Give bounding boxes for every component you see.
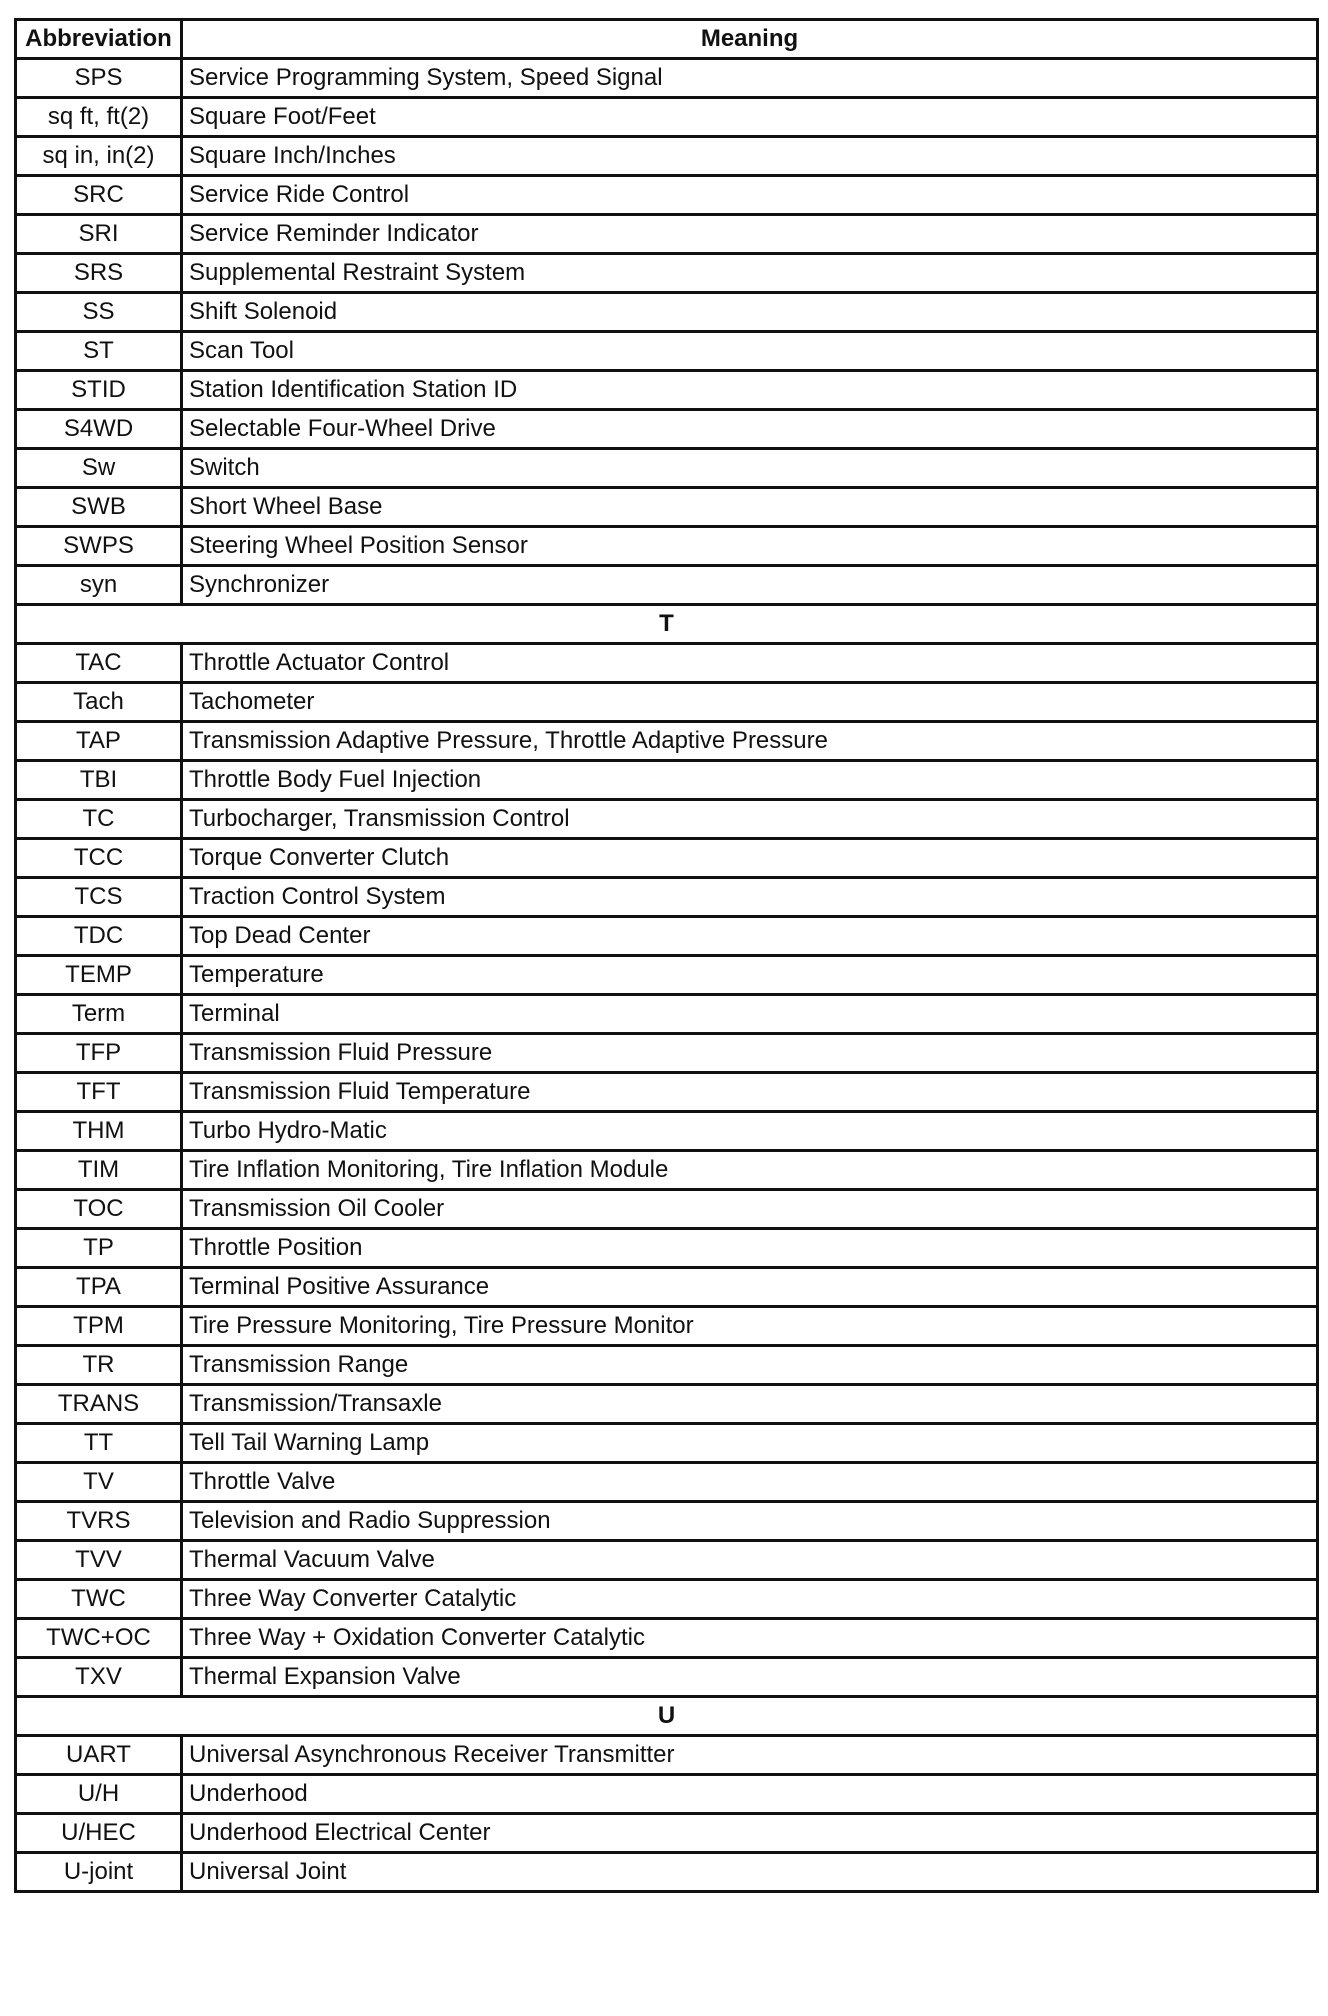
abbreviation-cell: SPS [16,59,182,98]
table-row [16,488,1318,527]
abbreviation-cell: TXV [16,1658,182,1697]
abbreviation-cell: TV [16,1463,182,1502]
meaning-cell: Terminal [182,995,1318,1034]
table-row [16,176,1318,215]
meaning-cell: Station Identification Station ID [182,371,1318,410]
abbreviation-cell: TAC [16,644,182,683]
table-row [16,1424,1318,1463]
abbreviation-cell: TCS [16,878,182,917]
abbreviation-cell: S4WD [16,410,182,449]
meaning-cell: Underhood Electrical Center [182,1814,1318,1853]
table-row [16,1073,1318,1112]
abbreviation-cell: sq ft, ft(2) [16,98,182,137]
table-row [16,800,1318,839]
table-row [16,1190,1318,1229]
abbreviation-cell: SWPS [16,527,182,566]
meaning-cell: Square Inch/Inches [182,137,1318,176]
meaning-cell: Shift Solenoid [182,293,1318,332]
meaning-cell: Temperature [182,956,1318,995]
abbreviation-cell: TR [16,1346,182,1385]
abbreviation-table-container [14,18,1316,1893]
table-row [16,722,1318,761]
meaning-cell: Torque Converter Clutch [182,839,1318,878]
meaning-cell: Turbocharger, Transmission Control [182,800,1318,839]
table-row [16,527,1318,566]
table-row [16,332,1318,371]
meaning-cell: Underhood [182,1775,1318,1814]
abbreviation-cell: TT [16,1424,182,1463]
meaning-cell: Service Reminder Indicator [182,215,1318,254]
meaning-cell: Transmission/Transaxle [182,1385,1318,1424]
meaning-cell: Three Way + Oxidation Converter Catalytic [182,1619,1318,1658]
abbreviation-cell: SS [16,293,182,332]
table-row [16,1580,1318,1619]
table-row [16,761,1318,800]
table-row [16,1463,1318,1502]
meaning-cell: Tire Pressure Monitoring, Tire Pressure Monitor [182,1307,1318,1346]
table-row [16,839,1318,878]
abbreviation-cell: sq in, in(2) [16,137,182,176]
meaning-cell: Tachometer [182,683,1318,722]
abbreviation-cell: TVRS [16,1502,182,1541]
abbreviation-cell: TFP [16,1034,182,1073]
abbreviation-cell: TAP [16,722,182,761]
table-row [16,1502,1318,1541]
abbreviation-cell: TWC+OC [16,1619,182,1658]
meaning-cell: Tell Tail Warning Lamp [182,1424,1318,1463]
meaning-cell: Throttle Actuator Control [182,644,1318,683]
meaning-cell: Short Wheel Base [182,488,1318,527]
meaning-cell: Selectable Four-Wheel Drive [182,410,1318,449]
abbreviation-cell: Tach [16,683,182,722]
abbreviation-cell: SRC [16,176,182,215]
table-row [16,1541,1318,1580]
abbreviation-column-header: Abbreviation [16,20,182,59]
abbreviation-cell: STID [16,371,182,410]
table-row [16,98,1318,137]
abbreviation-cell: ST [16,332,182,371]
table-row [16,254,1318,293]
section-row [16,1697,1318,1736]
table-row [16,1307,1318,1346]
meaning-cell: Switch [182,449,1318,488]
abbreviation-table [14,18,1319,1893]
abbreviation-cell: TC [16,800,182,839]
meaning-cell: Steering Wheel Position Sensor [182,527,1318,566]
abbreviation-cell: TWC [16,1580,182,1619]
abbreviation-cell: TDC [16,917,182,956]
meaning-cell: Transmission Fluid Pressure [182,1034,1318,1073]
table-row [16,1346,1318,1385]
table-row [16,644,1318,683]
table-row [16,1112,1318,1151]
table-row [16,956,1318,995]
table-row [16,1658,1318,1697]
table-row [16,566,1318,605]
abbreviation-cell: TEMP [16,956,182,995]
meaning-cell: Transmission Range [182,1346,1318,1385]
table-row [16,1385,1318,1424]
table-row [16,449,1318,488]
table-row [16,410,1318,449]
meaning-cell: Universal Joint [182,1853,1318,1892]
table-row [16,59,1318,98]
abbreviation-cell: TOC [16,1190,182,1229]
meaning-cell: Square Foot/Feet [182,98,1318,137]
meaning-column-header: Meaning [182,20,1318,59]
abbreviation-cell: THM [16,1112,182,1151]
meaning-cell: Television and Radio Suppression [182,1502,1318,1541]
meaning-cell: Turbo Hydro-Matic [182,1112,1318,1151]
meaning-cell: Transmission Oil Cooler [182,1190,1318,1229]
abbreviation-cell: TFT [16,1073,182,1112]
abbreviation-cell: TVV [16,1541,182,1580]
meaning-cell: Service Ride Control [182,176,1318,215]
table-row [16,371,1318,410]
table-row [16,683,1318,722]
abbreviation-cell: TCC [16,839,182,878]
table-row [16,1736,1318,1775]
table-header-row [16,20,1318,59]
abbreviation-cell: U/H [16,1775,182,1814]
abbreviation-cell: U/HEC [16,1814,182,1853]
abbreviation-cell: TPA [16,1268,182,1307]
abbreviation-cell: TIM [16,1151,182,1190]
meaning-cell: Terminal Positive Assurance [182,1268,1318,1307]
meaning-cell: Service Programming System, Speed Signal [182,59,1318,98]
meaning-cell: Traction Control System [182,878,1318,917]
table-row [16,995,1318,1034]
section-row [16,605,1318,644]
abbreviation-cell: TRANS [16,1385,182,1424]
abbreviation-cell: UART [16,1736,182,1775]
table-row [16,215,1318,254]
meaning-cell: Transmission Adaptive Pressure, Throttle Adaptive Pressure [182,722,1318,761]
table-row [16,1853,1318,1892]
table-row [16,1268,1318,1307]
meaning-cell: Transmission Fluid Temperature [182,1073,1318,1112]
table-row [16,1229,1318,1268]
abbreviation-cell: Sw [16,449,182,488]
meaning-cell: Thermal Expansion Valve [182,1658,1318,1697]
abbreviation-cell: TBI [16,761,182,800]
abbreviation-cell: SWB [16,488,182,527]
table-row [16,1151,1318,1190]
abbreviation-cell: TP [16,1229,182,1268]
meaning-cell: Throttle Position [182,1229,1318,1268]
meaning-cell: Throttle Valve [182,1463,1318,1502]
meaning-cell: Top Dead Center [182,917,1318,956]
abbreviation-cell: U-joint [16,1853,182,1892]
abbreviation-cell: TPM [16,1307,182,1346]
section-letter: T [16,605,1318,644]
meaning-cell: Supplemental Restraint System [182,254,1318,293]
table-row [16,293,1318,332]
table-row [16,1034,1318,1073]
table-row [16,1814,1318,1853]
abbreviation-cell: SRI [16,215,182,254]
table-row [16,1619,1318,1658]
meaning-cell: Throttle Body Fuel Injection [182,761,1318,800]
table-body [16,59,1318,1892]
table-row [16,878,1318,917]
meaning-cell: Universal Asynchronous Receiver Transmitter [182,1736,1318,1775]
table-row [16,1775,1318,1814]
meaning-cell: Three Way Converter Catalytic [182,1580,1318,1619]
table-row [16,917,1318,956]
meaning-cell: Synchronizer [182,566,1318,605]
abbreviation-cell: SRS [16,254,182,293]
meaning-cell: Scan Tool [182,332,1318,371]
section-letter: U [16,1697,1318,1736]
meaning-cell: Thermal Vacuum Valve [182,1541,1318,1580]
table-row [16,137,1318,176]
meaning-cell: Tire Inflation Monitoring, Tire Inflation Module [182,1151,1318,1190]
abbreviation-cell: Term [16,995,182,1034]
abbreviation-cell: syn [16,566,182,605]
